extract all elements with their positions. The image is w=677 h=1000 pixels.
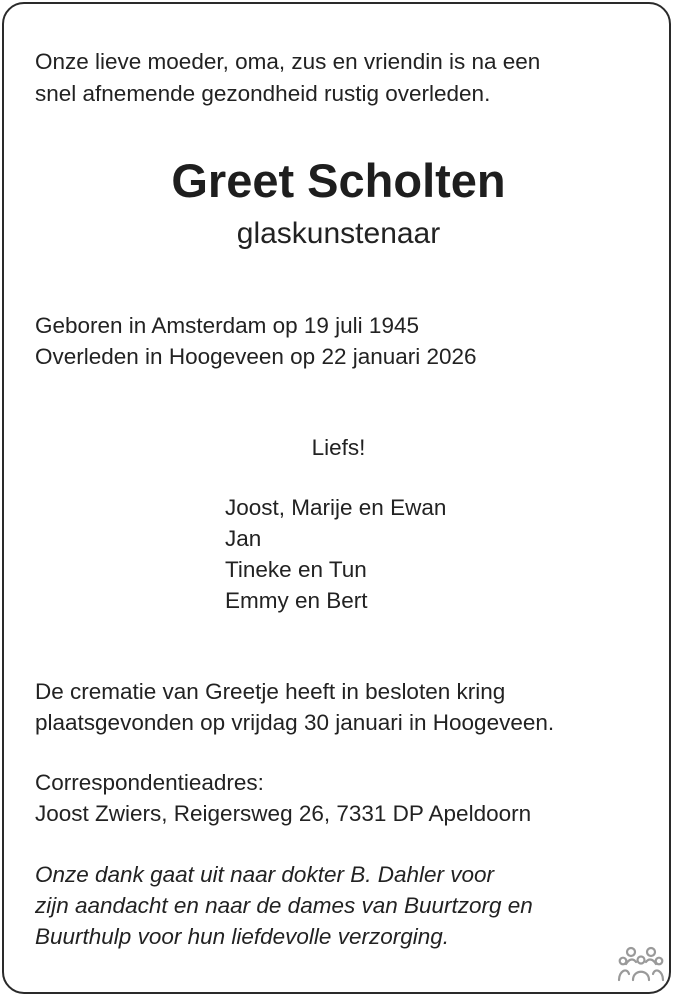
greeting: Liefs! xyxy=(311,435,366,460)
cremation-line-2: plaatsgevonden op vrijdag 30 januari in Hoogeveen. xyxy=(35,710,555,735)
family-member: Emmy en Bert xyxy=(225,588,368,613)
correspondence-label: Correspondentieadres: xyxy=(35,770,264,795)
deceased-name: Greet Scholten xyxy=(171,154,506,207)
thanks-line-3: Buurthulp voor hun liefdevolle verzorging. xyxy=(35,924,449,949)
deceased-occupation: glaskunstenaar xyxy=(236,217,441,250)
correspondence-address: Joost Zwiers, Reigersweg 26, 7331 DP Apeldoorn xyxy=(35,801,532,826)
intro-line-2: snel afnemende gezondheid rustig overleden. xyxy=(35,81,491,106)
family-list xyxy=(225,492,446,616)
family-member: Joost, Marije en Ewan xyxy=(225,495,447,520)
cremation-line-1: De crematie van Greetje heeft in besloten kring xyxy=(35,679,506,704)
family-group-icon xyxy=(617,944,665,984)
intro-line-1: Onze lieve moeder, oma, zus en vriendin is na een xyxy=(35,49,541,74)
birth-line: Geboren in Amsterdam op 19 juli 1945 xyxy=(35,313,419,338)
thanks-line-2: zijn aandacht en naar de dames van Buurtzorg en xyxy=(35,893,533,918)
death-line: Overleden in Hoogeveen op 22 januari 2026 xyxy=(35,344,477,369)
family-member: Tineke en Tun xyxy=(225,557,367,582)
family-member: Jan xyxy=(225,526,262,551)
thanks-line-1: Onze dank gaat uit naar dokter B. Dahler voor xyxy=(35,862,495,887)
